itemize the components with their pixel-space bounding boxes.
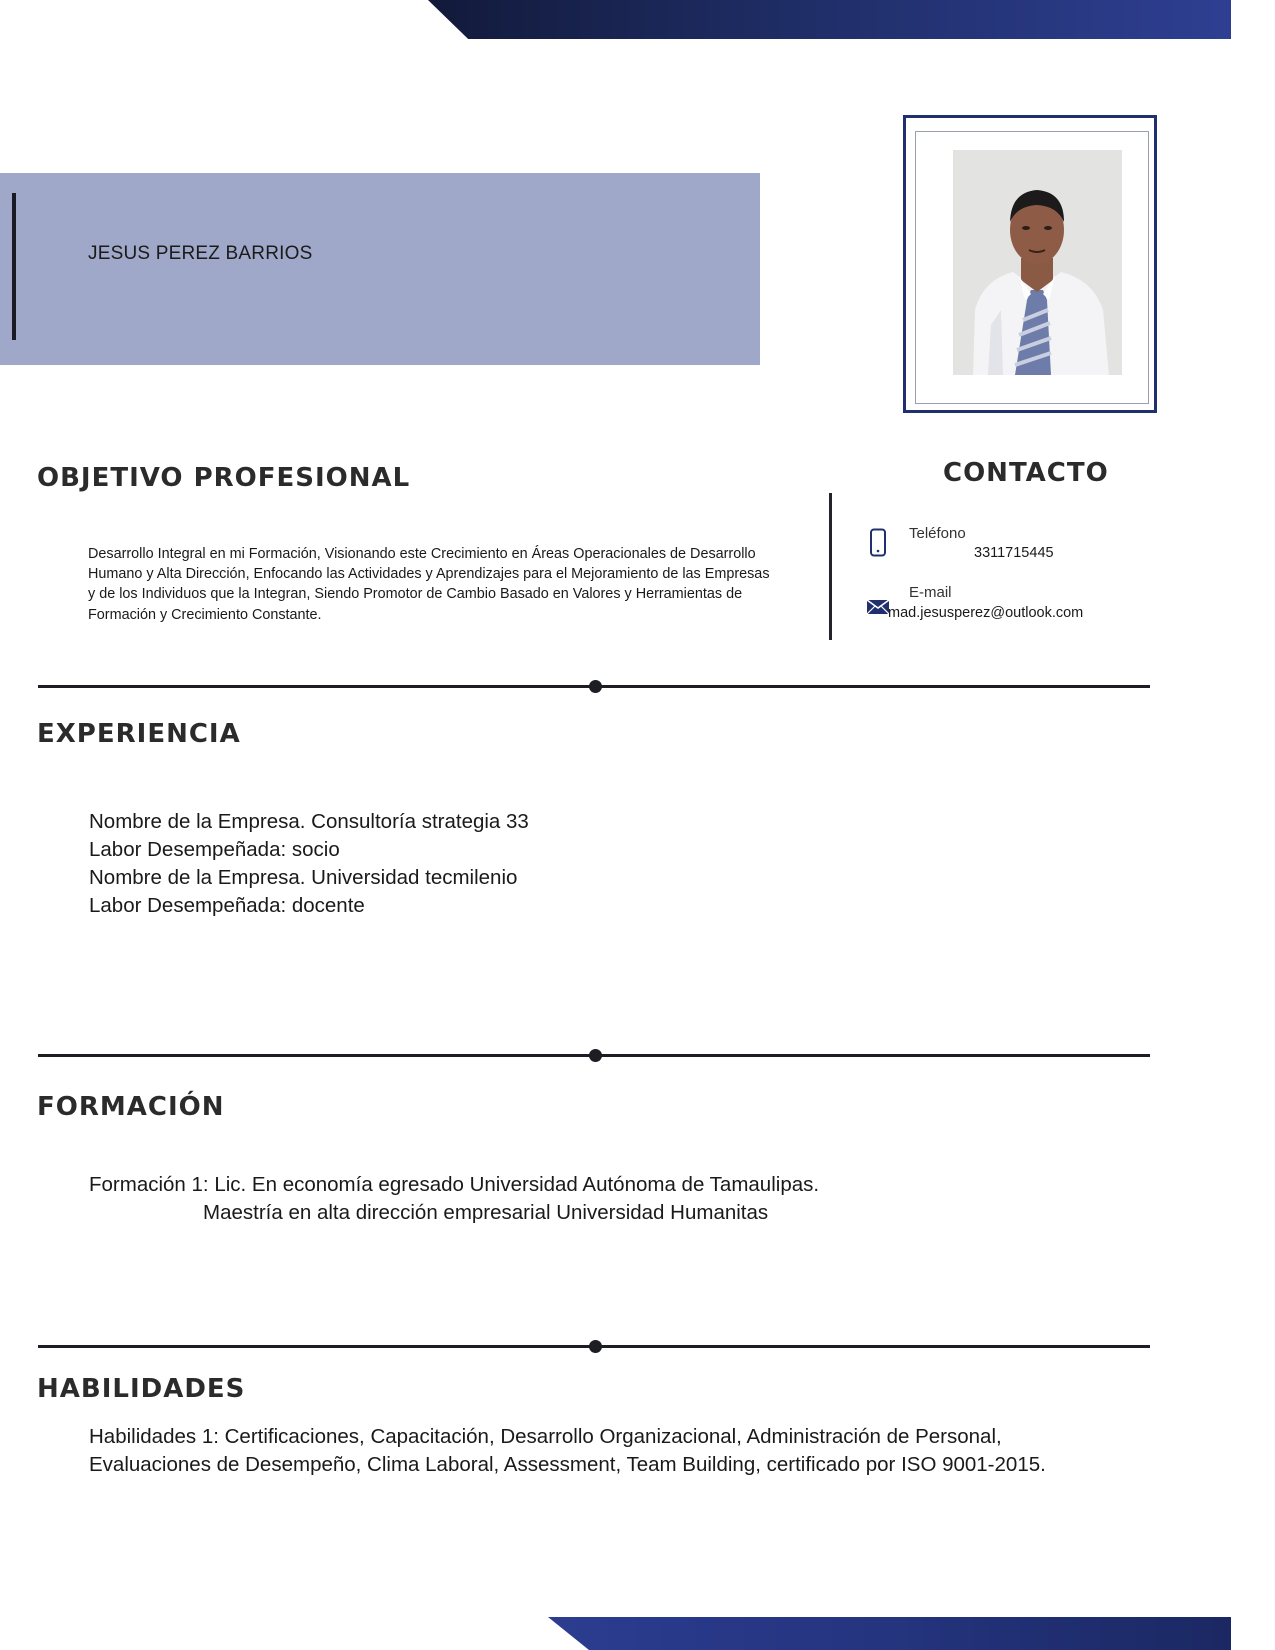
objetivo-line-3: y de los Individuos que la Integran, Siendo Promotor de Cambio Basado en Valores y Herramientas de bbox=[88, 586, 743, 603]
name-block bbox=[0, 173, 760, 365]
contacto-heading: CONTACTO bbox=[943, 458, 1109, 488]
bottom-banner bbox=[548, 1617, 1231, 1650]
habilidades-heading: HABILIDADES bbox=[37, 1374, 246, 1404]
email-label: E-mail bbox=[909, 584, 952, 601]
experiencia-line-3: Nombre de la Empresa. Universidad tecmilenio bbox=[89, 866, 518, 889]
formacion-line-1: Formación 1: Lic. En economía egresado Universidad Autónoma de Tamaulipas. bbox=[89, 1173, 820, 1196]
contact-divider bbox=[829, 493, 832, 640]
habilidades-line-1: Habilidades 1: Certificaciones, Capacitación, Desarrollo Organizacional, Administración de Personal, bbox=[89, 1425, 1002, 1448]
experiencia-line-2: Labor Desempeñada: socio bbox=[89, 838, 340, 861]
experiencia-heading: EXPERIENCIA bbox=[37, 719, 241, 749]
divider-dot bbox=[589, 1049, 602, 1062]
objetivo-line-2: Humano y Alta Dirección, Enfocando las Actividades y Aprendizajes para el Mejoramiento de las Empresas bbox=[88, 566, 770, 583]
divider-dot bbox=[589, 1340, 602, 1353]
objetivo-text bbox=[88, 544, 818, 625]
experiencia-line-1: Nombre de la Empresa. Consultoría strategia 33 bbox=[89, 810, 529, 833]
formacion-line-2: Maestría en alta dirección empresarial Universidad Humanitas bbox=[203, 1201, 769, 1224]
objetivo-line-1: Desarrollo Integral en mi Formación, Visionando este Crecimiento en Áreas Operacionales de Desarrollo bbox=[88, 546, 756, 562]
formacion-heading: FORMACIÓN bbox=[37, 1092, 225, 1122]
top-banner bbox=[428, 0, 1231, 39]
habilidades-line-2: Evaluaciones de Desempeño, Clima Laboral, Assessment, Team Building, certificado por ISO 9001-2015. bbox=[89, 1453, 1046, 1476]
experiencia-list bbox=[89, 808, 529, 920]
divider-dot bbox=[589, 680, 602, 693]
candidate-name: JESUS PEREZ BARRIOS bbox=[88, 243, 313, 264]
objetivo-line-4: Formación y Crecimiento Constante. bbox=[88, 606, 322, 623]
experiencia-line-4: Labor Desempeñada: docente bbox=[89, 894, 365, 917]
email-icon bbox=[866, 599, 890, 615]
phone-icon bbox=[869, 528, 887, 557]
objetivo-heading: OBJETIVO PROFESIONAL bbox=[37, 463, 411, 493]
email-value: mad.jesusperez@outlook.com bbox=[888, 605, 1084, 621]
name-accent-bar bbox=[12, 193, 16, 340]
portrait-photo bbox=[953, 150, 1122, 375]
phone-label: Teléfono bbox=[909, 525, 966, 542]
phone-value: 3311715445 bbox=[974, 545, 1054, 561]
